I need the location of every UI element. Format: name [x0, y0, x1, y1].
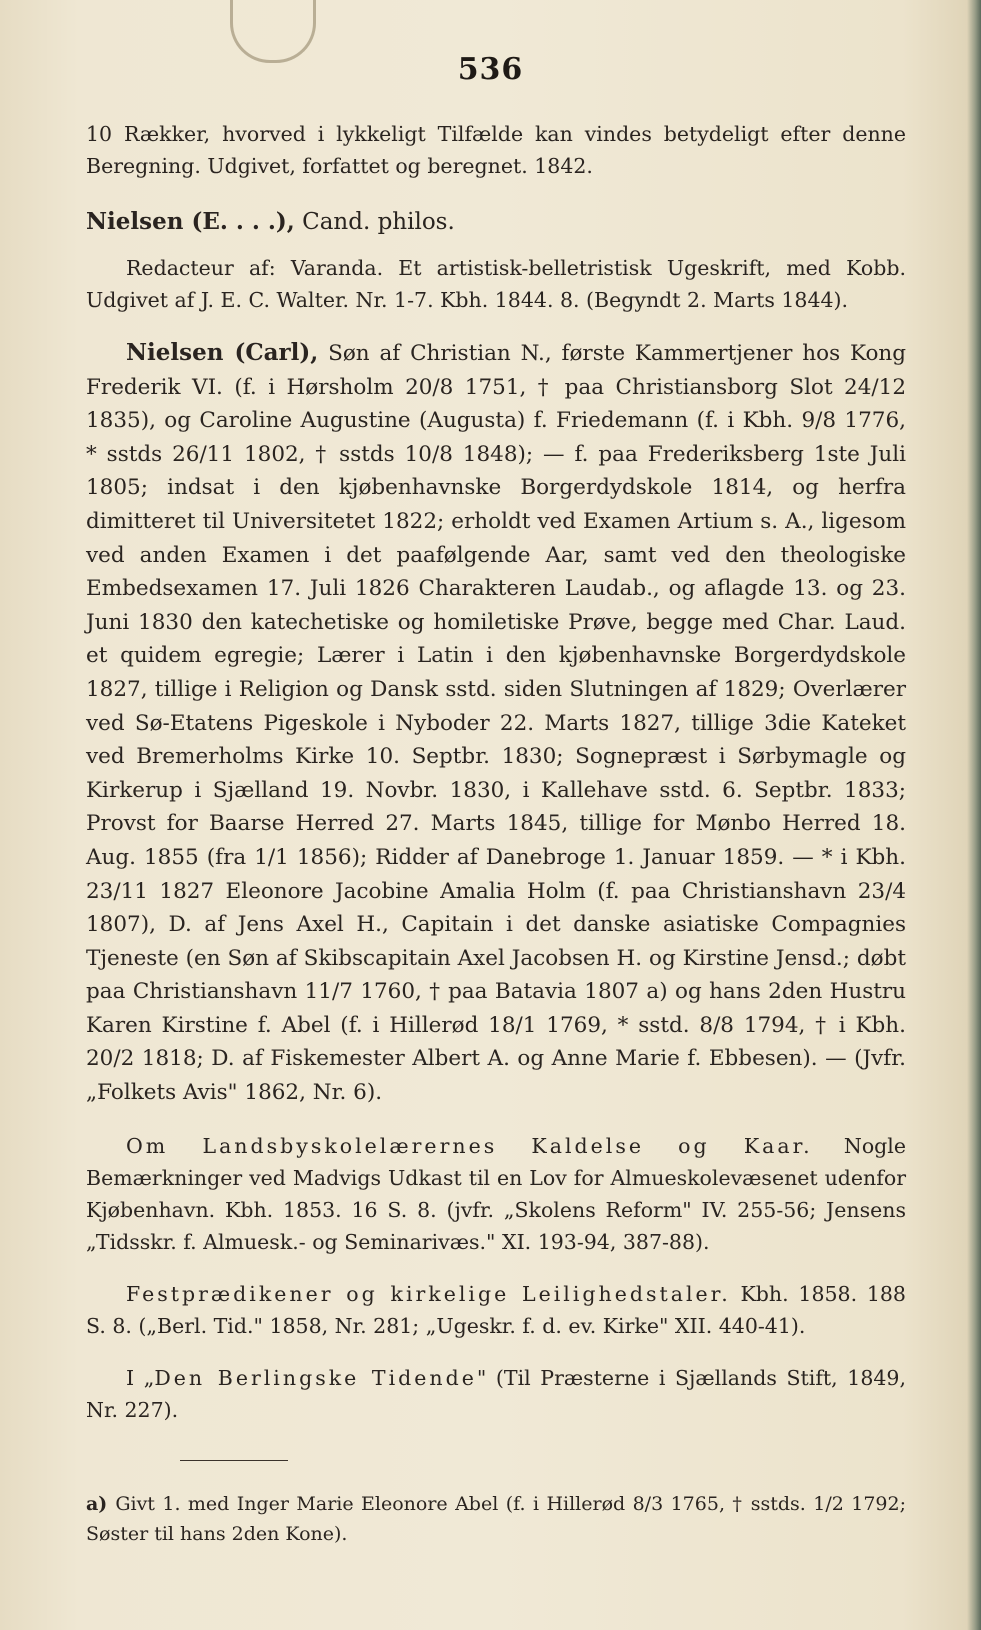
work-landsbyskolelaerernes	[86, 1130, 906, 1258]
entry-name: Nielsen (Carl),	[126, 339, 319, 366]
page-content	[86, 118, 906, 1568]
page-number: 536	[457, 52, 524, 87]
work-title: Den Berlingske Tidende	[154, 1365, 477, 1390]
continuation-text: 10 Rækker, hvorved i lykkeligt Tilfælde kan vindes betydeligt efter denne Beregning. Udgivet, forfattet og beregnet. 1842.	[86, 122, 906, 178]
work-text	[86, 1362, 906, 1426]
work-details: " (Til Præsterne i Sjællands Stift, 1849, Nr. 227).	[86, 1365, 906, 1422]
entry-nielsen-e	[86, 206, 906, 316]
entry-text	[86, 336, 906, 1110]
entry-text: Redacteur af: Varanda. Et artistisk-belletristisk Ugeskrift, med Kobb. Udgivet af J. E. C. Walter. Nr. 1-7. Kbh. 1844. 8. (Begyndt 2. Marts 1844).	[86, 256, 906, 312]
entry-title: Cand. philos.	[302, 209, 455, 235]
work-text	[86, 1130, 906, 1258]
work-title: Festprædikener og kirkelige Leilighedstaler.	[126, 1281, 731, 1306]
work-text	[86, 1278, 906, 1342]
entry-nielsen-carl	[86, 336, 906, 1110]
work-title: Om Landsbyskolelærernes Kaldelse og Kaar.	[126, 1133, 813, 1158]
footnote-mark: a)	[86, 1492, 108, 1515]
page-edge	[967, 0, 981, 1630]
footnote-rule	[180, 1460, 288, 1461]
work-details: Nogle Bemærkninger ved Madvigs Udkast til en Lov for Almueskolevæsenet udenfor Kjøbenhavn. Kbh. 1853. 16 S. 8. (jvfr. „Skolens Reform" IV. 255-56; Jensens „Tidsskr. f. Almuesk.- og Seminarivæs." XI. 193-94, 387-88).	[86, 1133, 906, 1254]
footnote-text: Givt 1. med Inger Marie Eleonore Abel (f. i Hillerød 8/3 1765, † sstds. 1/2 1792; Søster til hans 2den Kone).	[86, 1492, 906, 1545]
footnote	[86, 1489, 906, 1549]
work-festpraedikener	[86, 1278, 906, 1342]
entry-body: Søn af Christian N., første Kammertjener hos Kong Frederik VI. (f. i Hørsholm 20/8 1751, † paa Christiansborg Slot 24/12 1835), og Caroline Augustine (Augusta) f. Friedemann (f. i Kbh. 9/8 1776, * sstds 26/11 1802, † sstds 10/8 1848); — f. paa Frederiksberg 1ste Juli 1805; indsat i den kjøbenhavnske Borgerdydskole 1814, og herfra dimitteret til Universitetet 1822; erholdt ved Examen Artium s. A., ligesom ved anden Examen i det paafølgende Aar, samt ved den theologiske Embedsexamen 17. Juli 1826 Charakteren Laudab., og aflagde 13. og 23. Juni 1830 den katechetiske og homiletiske Prøve, begge med Char. Laud. et quidem egregie; Lærer i Latin i den kjøbenhavnske Borgerdydskole 1827, tillige i Religion og Dansk sstd. siden Slutningen af 1829; Overlærer ved Sø-Etatens Pigeskole i Nyboder 22. Marts 1827, tillige 3die Kateket ved Bremerholms Kirke 10. Septbr. 1830; Sognepræst i Sørbymagle og Kirkerup i Sjælland 19. Novbr. 1830, i Kallehave sstd. 6. Septbr. 1833; Provst for Baarse Herred 27. Marts 1845, tillige for Mønbo Herred 18. Aug. 1855 (fra 1/1 1856); Ridder af Danebroge 1. Januar 1859. — * i Kbh. 23/11 1827 Eleonore Jacobine Amalia Holm (f. paa Christianshavn 23/4 1807), D. af Jens Axel H., Capitain i det danske asiatiske Compagnies Tjeneste (en Søn af Skibscapitain Axel Jacobsen H. og Kirstine Jensd.; døbt paa Christianshavn 11/7 1760, † paa Batavia 1807 a) og hans 2den Hustru Karen Kirstine f. Abel (f. i Hillerød 18/1 1769, * sstd. 8/8 1794, † i Kbh. 20/2 1818; D. af Fiskemester Albert A. og Anne Marie f. Ebbesen). — (Jvfr. „Folkets Avis" 1862, Nr. 6).	[86, 341, 906, 1106]
entry-name: Nielsen (E. . . .),	[86, 208, 295, 235]
work-prefix: I „	[126, 1365, 155, 1390]
entry-heading	[86, 206, 906, 238]
work-details: Kbh. 1858. 188 S. 8. („Berl. Tid." 1858, Nr. 281; „Ugeskr. f. d. ev. Kirke" XII. 440-41).	[86, 1281, 906, 1338]
work-berlingske	[86, 1362, 906, 1426]
